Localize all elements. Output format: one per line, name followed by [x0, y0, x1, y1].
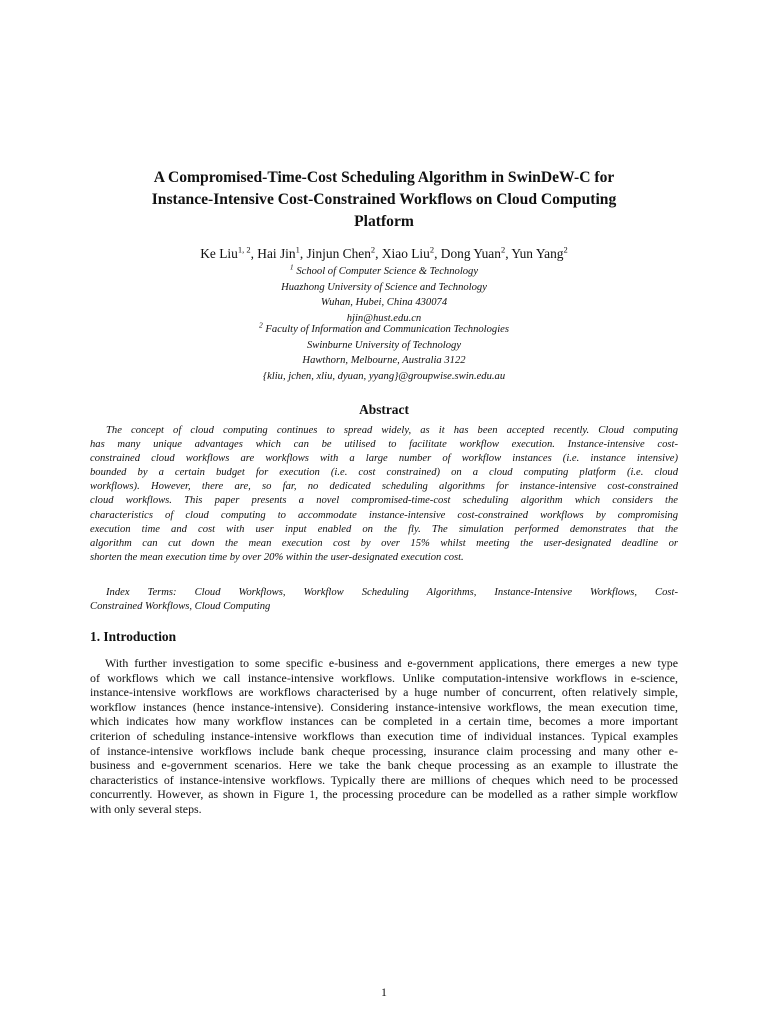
- author-name: Ke Liu: [200, 246, 238, 261]
- author-name: Jinjun Chen: [306, 246, 371, 261]
- author-affiliation-mark: 2: [563, 244, 568, 255]
- abstract-line: algorithm can cut down the mean execution cost by over 15% whilst meeting the user-designated deadline or: [90, 537, 678, 549]
- abstract-body: [90, 424, 678, 565]
- abstract-line: The concept of cloud computing continues to spread widely, as it has been accepted recently. Cloud computing: [106, 425, 678, 436]
- paragraph-line: criterion of scheduling instance-intensive workflows than execution time of individual instances. Typical examples: [90, 728, 678, 743]
- author-name: Hai Jin: [257, 246, 296, 261]
- title-line: A Compromised-Time-Cost Scheduling Algorithm in SwinDeW-C for: [153, 169, 615, 186]
- affiliation-line: [90, 322, 678, 338]
- paragraph-line: business and e-government scenarios. Here we take the bank cheque processing as an example to illustrate the: [90, 758, 678, 773]
- author-list: [90, 244, 678, 264]
- paragraph-line: with only several steps.: [90, 801, 202, 816]
- abstract-line: workflows). However, there are, so far, no dedicated scheduling algorithms for instance-intensive cost-constrained: [90, 481, 678, 493]
- author-separator: ,: [250, 246, 258, 261]
- introduction-paragraph: [90, 656, 678, 817]
- author-affiliation-mark: 1: [295, 244, 300, 255]
- author-separator: ,: [375, 246, 382, 261]
- author-separator: ,: [434, 246, 441, 261]
- affiliation-block: [90, 322, 678, 384]
- author-affiliation-mark: 2: [429, 244, 435, 255]
- paragraph-line: of instance-intensive workflows include bank cheque processing, insurance claim processing and many other e-: [90, 743, 678, 758]
- abstract-line: characteristics of cloud computing to accommodate instance-intensive cost-constrained workflows by compromising: [90, 509, 678, 521]
- affiliation-line: Wuhan, Hubei, China 430074: [320, 297, 448, 309]
- paragraph-line: With further investigation to some specific e-business and e-government applications, there emerges a new type: [105, 656, 678, 670]
- index-terms-line: Constrained Workflows, Cloud Computing: [90, 601, 271, 613]
- abstract-line: has many unique advantages which can be utilised to facilitate workflow execution. Instance-intensive cost-: [90, 439, 678, 451]
- affiliation-line: [90, 264, 678, 280]
- abstract-line: bounded by a certain budget for execution (i.e. cost constrained) on a cloud computing platform (i.e. cloud: [90, 467, 678, 479]
- paragraph-line: which indicates how many workflow instances can be completed in a certain time, becomes a more important: [90, 714, 678, 729]
- author-affiliation-mark: 2: [370, 244, 376, 255]
- title-line: Instance-Intensive Cost-Constrained Workflows on Cloud Computing: [151, 191, 617, 208]
- paragraph-line: instance-intensive workflows are workflows characterised by a huge number of concurrent, often relatively simple,: [90, 685, 678, 700]
- affiliation-mark: 1: [289, 262, 294, 272]
- paragraph-line: characteristics of instance-intensive workflows. Typically there are millions of cheques which need to be processed: [90, 772, 678, 787]
- author-separator: ,: [299, 246, 307, 261]
- author-name: Dong Yuan: [440, 246, 501, 261]
- author-affiliation-mark: 2: [500, 244, 506, 255]
- abstract-line: shorten the mean execution time by over 20% within the user-designated execution cost.: [90, 551, 464, 563]
- abstract-line: cloud workflows. This paper presents a novel compromised-time-cost scheduling algorithm which considers the: [90, 495, 678, 507]
- author-name: Xiao Liu: [381, 246, 430, 261]
- abstract-line: constrained cloud workflows are workflows with a large number of workflow instances (i.e. instance intensive): [90, 453, 678, 465]
- page-number: 1: [381, 985, 387, 999]
- abstract-line: execution time and cost with user input enabled on the fly. The simulation performed demonstrates that the: [90, 523, 678, 535]
- affiliation-text: School of Computer Science & Technology: [296, 266, 479, 277]
- affiliation-block: [90, 264, 678, 326]
- abstract-heading: Abstract: [359, 402, 409, 417]
- affiliation-text: Faculty of Information and Communication Technologies: [265, 324, 509, 335]
- affiliation-email: {kliu, jchen, xliu, dyuan, yyang}@groupwise.swin.edu.au: [262, 370, 506, 382]
- section-heading: 1. Introduction: [90, 629, 177, 644]
- author-separator: ,: [505, 246, 512, 261]
- paper-title: [90, 167, 678, 233]
- index-terms: [90, 586, 678, 614]
- paragraph-line: workflow instances (hence instance-intensive). Considering instance-intensive workflows, the mean execution time,: [90, 699, 678, 714]
- author-affiliation-mark: 1, 2: [237, 244, 251, 255]
- affiliation-line: Huazhong University of Science and Technology: [281, 281, 487, 293]
- affiliation-line: Hawthorn, Melbourne, Australia 3122: [302, 355, 466, 367]
- index-terms-line: Index Terms: Cloud Workflows, Workflow Scheduling Algorithms, Instance-Intensive Workflows, Cost-: [106, 587, 678, 598]
- title-line: Platform: [354, 213, 414, 230]
- paragraph-line: concurrently. However, as shown in Figure 1, the processing procedure can be modelled as a rather simple workflow: [90, 787, 678, 802]
- author-name: Yun Yang: [511, 246, 564, 261]
- paragraph-line: of workflows which we call instance-intensive workflows. Unlike computation-intensive workflows in e-science,: [90, 670, 678, 685]
- affiliation-line: Swinburne University of Technology: [306, 339, 462, 351]
- affiliation-mark: 2: [259, 320, 263, 330]
- affiliation-email: hjin@hust.edu.cn: [346, 312, 422, 324]
